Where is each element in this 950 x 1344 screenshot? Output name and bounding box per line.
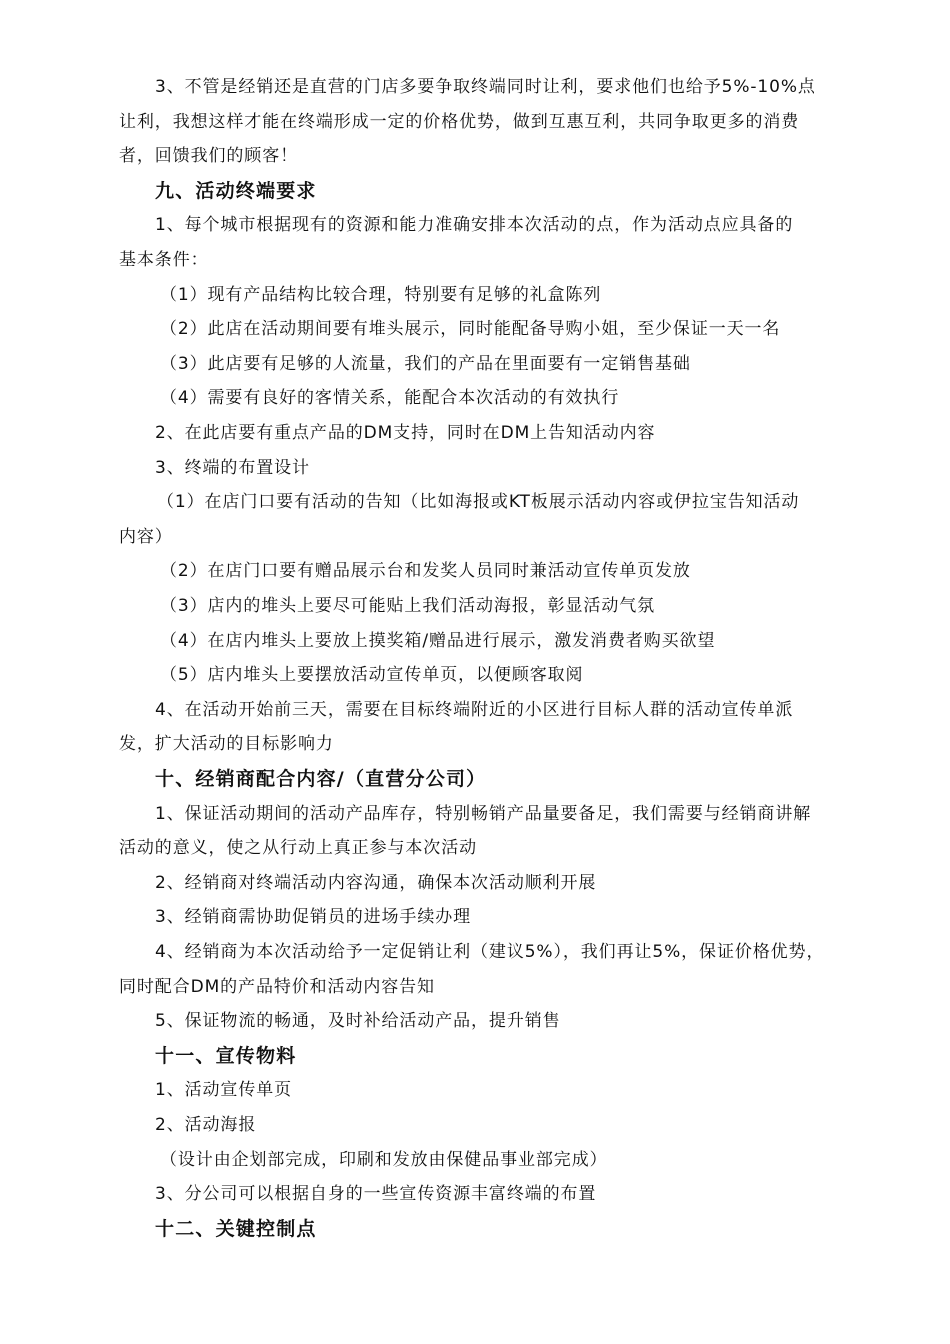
text-line: 同时配合DM的产品特价和活动内容告知 (119, 976, 435, 997)
text-line: （1）现有产品结构比较合理，特别要有足够的礼盒陈列 (160, 284, 602, 305)
text-line: （5）店内堆头上要摆放活动宣传单页，以便顾客取阅 (160, 665, 584, 686)
text-line: 1、保证活动期间的活动产品库存，特别畅销产品量要备足，我们需要与经销商讲解 (155, 803, 812, 824)
text-line: 1、每个城市根据现有的资源和能力准确安排本次活动的点，作为活动点应具备的 (155, 215, 794, 236)
text-line: （2）在店门口要有赠品展示台和发奖人员同时兼活动宣传单页发放 (160, 561, 691, 582)
text-line: 让利，我想这样才能在终端形成一定的价格优势，做到互惠互利，共同争取更多的消费 (119, 111, 800, 132)
text-line: 3、不管是经销还是直营的门店多要争取终端同时让利，要求他们也给予5%-10%点 (155, 77, 816, 97)
section-heading: 十一、宣传物料 (155, 1044, 297, 1067)
text-line: 3、分公司可以根据自身的一些宣传资源丰富终端的布置 (155, 1184, 597, 1205)
text-line: （2）此店在活动期间要有堆头展示，同时能配备导购小姐，至少保证一天一名 (160, 319, 781, 340)
text-line: 3、经销商需协助促销员的进场手续办理 (155, 907, 472, 928)
text-line: 4、在活动开始前三天，需要在目标终端附近的小区进行目标人群的活动宣传单派 (155, 699, 794, 720)
text-line: （设计由企划部完成，印刷和发放由保健品事业部完成） (160, 1149, 608, 1170)
text-line: 5、保证物流的畅通，及时补给活动产品，提升销售 (155, 1011, 561, 1032)
text-line: 2、活动海报 (155, 1115, 257, 1135)
text-line: 内容） (119, 526, 173, 547)
section-heading: 十、经销商配合内容/（直营分公司） (155, 768, 487, 790)
text-line: （1）在店门口要有活动的告知（比如海报或KT板展示活动内容或伊拉宝告知活动 (157, 492, 800, 513)
text-line: 1、活动宣传单页 (155, 1080, 293, 1101)
text-line: 2、经销商对终端活动内容沟通，确保本次活动顺利开展 (155, 872, 597, 893)
text-line: （4）在店内堆头上要放上摸奖箱/赠品进行展示，激发消费者购买欲望 (160, 630, 716, 651)
section-heading: 十二、关键控制点 (155, 1217, 317, 1240)
text-line: （4）需要有良好的客情关系，能配合本次活动的有效执行 (160, 388, 620, 409)
text-line: 2、在此店要有重点产品的DM支持，同时在DM上告知活动内容 (155, 423, 656, 443)
text-line: 发，扩大活动的目标影响力 (119, 734, 334, 755)
text-line: 3、终端的布置设计 (155, 457, 310, 478)
text-line: 4、经销商为本次活动给予一定促销让利（建议5%），我们再让5%，保证价格优势， (155, 942, 825, 962)
text-line: （3）此店要有足够的人流量，我们的产品在里面要有一定销售基础 (160, 353, 691, 374)
text-line: 者，回馈我们的顾客！ (119, 146, 298, 167)
text-line: 基本条件： (119, 250, 209, 270)
section-heading: 九、活动终端要求 (155, 179, 317, 202)
text-line: 活动的意义，使之从行动上真正参与本次活动 (119, 838, 477, 859)
text-line: （3）店内的堆头上要尽可能贴上我们活动海报，彰显活动气氛 (160, 596, 656, 616)
